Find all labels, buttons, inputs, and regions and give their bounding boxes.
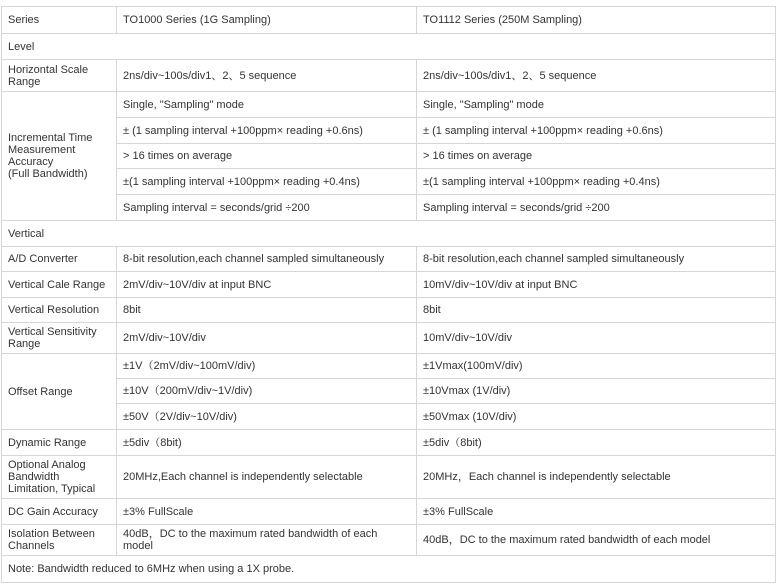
cell-value: > 16 times on average: [117, 144, 417, 169]
row-label-offset-range: Offset Range: [2, 354, 117, 430]
series-header: Series: [2, 7, 117, 34]
cell-value: Single, "Sampling" mode: [417, 92, 776, 118]
table-row: [2, 92, 776, 118]
row-label-dc-gain-accuracy: DC Gain Accuracy: [2, 499, 117, 525]
table-row: [2, 430, 776, 456]
table-row: [2, 525, 776, 556]
cell-value: 2mV/div~10V/div: [117, 323, 417, 354]
section-row-level: [2, 34, 776, 60]
table-row: [2, 247, 776, 272]
cell-value: 8-bit resolution,each channel sampled simultaneously: [117, 247, 417, 272]
row-label-horizontal-scale: Horizontal Scale Range: [2, 60, 117, 92]
cell-value: ±5div（8bit): [117, 430, 417, 456]
section-row-vertical: [2, 221, 776, 247]
cell-value: 10mV/div~10V/div at input BNC: [417, 272, 776, 298]
spec-table: [1, 6, 776, 583]
cell-value: Single, "Sampling" mode: [117, 92, 417, 118]
cell-value: Sampling interval = seconds/grid ÷200: [117, 195, 417, 221]
row-label-vertical-cale-range: Vertical Cale Range: [2, 272, 117, 298]
cell-value: 10mV/div~10V/div: [417, 323, 776, 354]
cell-value: 20MHz,Each channel is independently selectable: [117, 456, 417, 499]
cell-value: 8-bit resolution,each channel sampled simultaneously: [417, 247, 776, 272]
cell-value: ±5div（8bit): [417, 430, 776, 456]
cell-value: ±10V（200mV/div~1V/div): [117, 379, 417, 404]
cell-value: 8bit: [117, 298, 417, 323]
table-row: [2, 195, 776, 221]
cell-value: 40dB，DC to the maximum rated bandwidth of each model: [117, 525, 417, 556]
cell-value: ±(1 sampling interval +100ppm× reading +0.4ns): [117, 169, 417, 195]
table-row-note: [2, 556, 776, 583]
cell-value: 2mV/div~10V/div at input BNC: [117, 272, 417, 298]
table-row: [2, 298, 776, 323]
row-label-ad-converter: A/D Converter: [2, 247, 117, 272]
row-label-incremental-time: Incremental Time Measurement Accuracy (Full Bandwidth): [2, 92, 117, 221]
cell-value: ±50V（2V/div~10V/div): [117, 404, 417, 430]
cell-value: 20MHz，Each channel is independently selectable: [417, 456, 776, 499]
cell-value: 2ns/div~100s/div1、2、5 sequence: [117, 60, 417, 92]
table-row: [2, 323, 776, 354]
table-row: [2, 379, 776, 404]
cell-value: ±3% FullScale: [117, 499, 417, 525]
table-row: [2, 118, 776, 144]
cell-value: ± (1 sampling interval +100ppm× reading +0.6ns): [417, 118, 776, 144]
row-label-vertical-resolution: Vertical Resolution: [2, 298, 117, 323]
row-label-isolation: Isolation Between Channels: [2, 525, 117, 556]
cell-value: ±3% FullScale: [417, 499, 776, 525]
section-label-vertical: Vertical: [2, 221, 776, 247]
note-text: Note: Bandwidth reduced to 6MHz when using a 1X probe.: [2, 556, 776, 583]
table-row: [2, 404, 776, 430]
cell-value: ±(1 sampling interval +100ppm× reading +0.4ns): [417, 169, 776, 195]
column-header-to1112: TO1112 Series (250M Sampling): [417, 7, 776, 34]
cell-value: 8bit: [417, 298, 776, 323]
table-row: [2, 60, 776, 92]
table-row: [2, 499, 776, 525]
cell-value: ±10Vmax (1V/div): [417, 379, 776, 404]
table-row: [2, 354, 776, 379]
row-label-dynamic-range: Dynamic Range: [2, 430, 117, 456]
cell-value: 40dB，DC to the maximum rated bandwidth of each model: [417, 525, 776, 556]
cell-value: > 16 times on average: [417, 144, 776, 169]
table-row: [2, 272, 776, 298]
table-row-header: [2, 7, 776, 34]
cell-value: ±1V（2mV/div~100mV/div): [117, 354, 417, 379]
cell-value: 2ns/div~100s/div1、2、5 sequence: [417, 60, 776, 92]
row-label-vertical-sensitivity: Vertical Sensitivity Range: [2, 323, 117, 354]
section-label-level: Level: [2, 34, 776, 60]
cell-value: ± (1 sampling interval +100ppm× reading +0.6ns): [117, 118, 417, 144]
cell-value: ±1Vmax(100mV/div): [417, 354, 776, 379]
column-header-to1000: TO1000 Series (1G Sampling): [117, 7, 417, 34]
cell-value: ±50Vmax (10V/div): [417, 404, 776, 430]
table-row: [2, 144, 776, 169]
table-row: [2, 456, 776, 499]
cell-value: Sampling interval = seconds/grid ÷200: [417, 195, 776, 221]
row-label-bandwidth-limitation: Optional Analog Bandwidth Limitation, Typical: [2, 456, 117, 499]
table-row: [2, 169, 776, 195]
